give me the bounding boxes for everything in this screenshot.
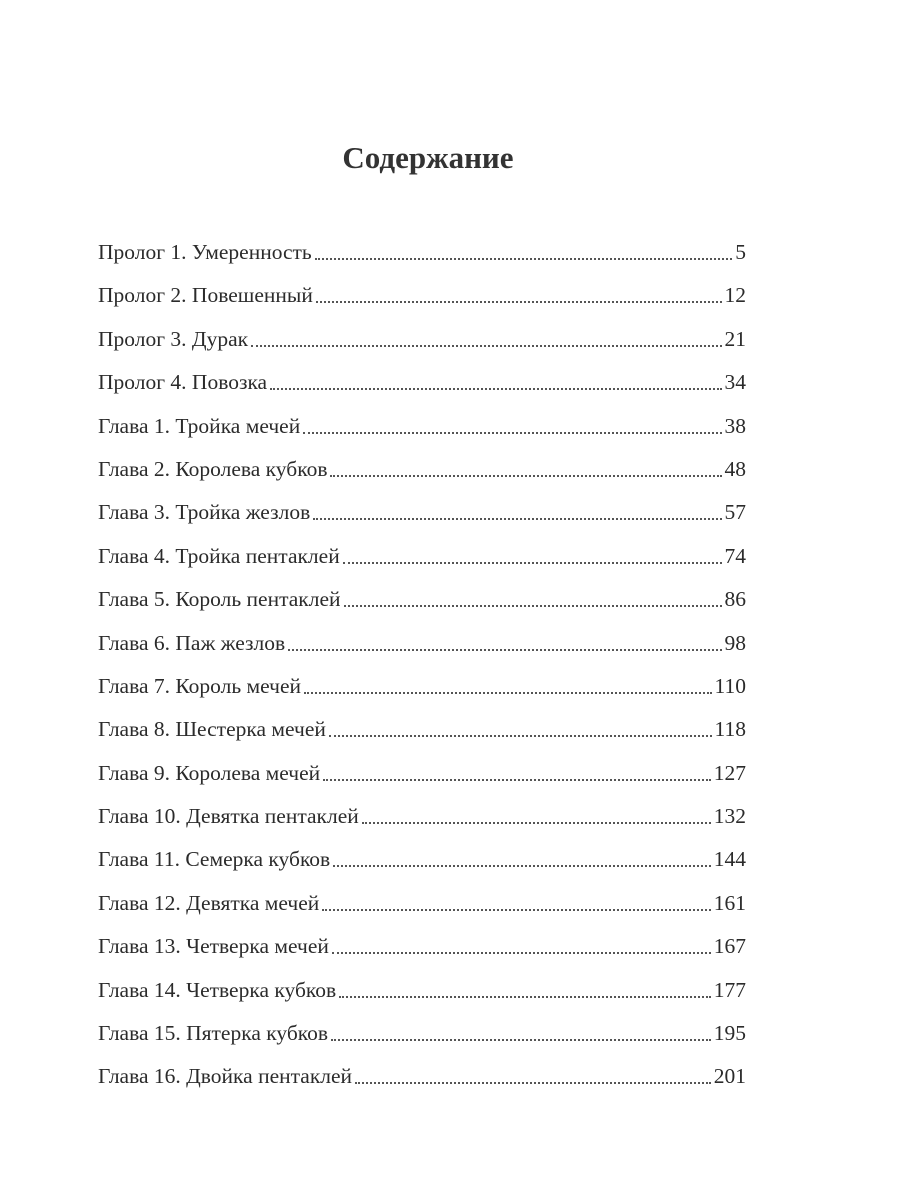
toc-entry-page-number: 86	[724, 587, 746, 612]
toc-entry-page-number: 195	[713, 1021, 746, 1046]
dot-leader	[355, 1082, 711, 1084]
toc-entry-label: Глава 15. Пятерка кубков	[98, 1021, 329, 1046]
dot-leader	[303, 432, 721, 434]
toc-entry-page-number: 201	[713, 1064, 746, 1089]
toc-entry-label: Пролог 4. Повозка	[98, 370, 268, 395]
toc-entry-label: Глава 13. Четверка мечей	[98, 934, 329, 959]
toc-entry-label: Пролог 2. Повешенный	[98, 283, 313, 308]
toc-entry-label: Глава 7. Король мечей	[98, 673, 301, 698]
toc-entry-page-number: 127	[713, 760, 746, 785]
dot-leader	[331, 1039, 711, 1041]
dot-leader	[251, 345, 721, 347]
dot-leader	[330, 475, 721, 477]
toc-entry-label: Пролог 3. Дурак	[98, 326, 249, 351]
toc-entry	[98, 274, 746, 317]
toc-entry-page-number: 177	[713, 977, 746, 1002]
dot-leader	[304, 692, 712, 694]
toc-entry-page-number: 48	[724, 456, 746, 481]
toc-entry-page-number: 34	[724, 370, 746, 395]
toc-entry	[98, 448, 746, 491]
toc-entry-page-number: 74	[724, 543, 746, 568]
toc-entry	[98, 795, 746, 838]
toc-entry	[98, 1055, 746, 1098]
dot-leader	[362, 822, 711, 824]
toc-entry	[98, 708, 746, 751]
toc-entry-page-number: 161	[713, 890, 746, 915]
toc-entry-label: Глава 4. Тройка пентаклей	[98, 543, 340, 568]
toc-entry-page-number: 132	[713, 804, 746, 829]
toc-entry	[98, 665, 746, 708]
dot-leader	[339, 996, 711, 998]
toc-entry-page-number: 12	[724, 283, 746, 308]
toc-entry-page-number: 38	[724, 413, 746, 438]
dot-leader	[313, 518, 721, 520]
toc-entry-label: Глава 2. Королева кубков	[98, 456, 328, 481]
toc-entry	[98, 231, 746, 274]
dot-leader	[343, 562, 722, 564]
toc-entry-page-number: 57	[724, 500, 746, 525]
toc-entry-label: Глава 9. Королева мечей	[98, 760, 321, 785]
toc-entry-label: Глава 11. Семерка кубков	[98, 847, 331, 872]
toc-entry	[98, 318, 746, 361]
toc-entry-page-number: 118	[714, 717, 746, 742]
toc-entry-label: Пролог 1. Умеренность	[98, 240, 312, 264]
toc-entry	[98, 491, 746, 534]
dot-leader	[323, 779, 711, 781]
toc-entry-label: Глава 14. Четверка кубков	[98, 977, 337, 1002]
toc-entry-label: Глава 10. Девятка пентаклей	[98, 804, 359, 829]
toc-entry-label: Глава 12. Девятка мечей	[98, 890, 320, 915]
toc-entry	[98, 882, 746, 925]
toc-entry	[98, 925, 746, 968]
toc-entry	[98, 361, 746, 404]
toc-entry-page-number: 21	[724, 326, 746, 351]
toc-entry	[98, 838, 746, 881]
dot-leader	[322, 909, 710, 911]
toc-entry	[98, 1012, 746, 1055]
toc-entry-page-number: 5	[735, 240, 746, 264]
toc-entry	[98, 535, 746, 578]
dot-leader	[333, 865, 711, 867]
toc-entry-page-number: 110	[714, 673, 746, 698]
dot-leader	[270, 388, 721, 390]
toc-entry	[98, 752, 746, 795]
toc-entry-label: Глава 3. Тройка жезлов	[98, 500, 311, 525]
toc-entry-page-number: 167	[713, 934, 746, 959]
toc-entry	[98, 622, 746, 665]
page-title: Содержание	[342, 140, 514, 175]
dot-leader	[315, 258, 733, 260]
toc-entry	[98, 969, 746, 1012]
toc-entry-page-number: 144	[713, 847, 746, 872]
toc-entry	[98, 405, 746, 448]
toc-entry-label: Глава 5. Король пентаклей	[98, 587, 341, 612]
toc-entry-label: Глава 8. Шестерка мечей	[98, 717, 326, 742]
toc-entry	[98, 578, 746, 621]
dot-leader	[344, 605, 722, 607]
toc-entry-label: Глава 1. Тройка мечей	[98, 413, 301, 438]
dot-leader	[329, 735, 712, 737]
dot-leader	[288, 649, 721, 651]
toc-entry-page-number: 98	[724, 630, 746, 655]
table-of-contents	[98, 231, 746, 1099]
toc-entry-label: Глава 6. Паж жезлов	[98, 630, 286, 655]
toc-entry-label: Глава 16. Двойка пентаклей	[98, 1064, 353, 1089]
dot-leader	[316, 301, 722, 303]
dot-leader	[332, 952, 711, 954]
